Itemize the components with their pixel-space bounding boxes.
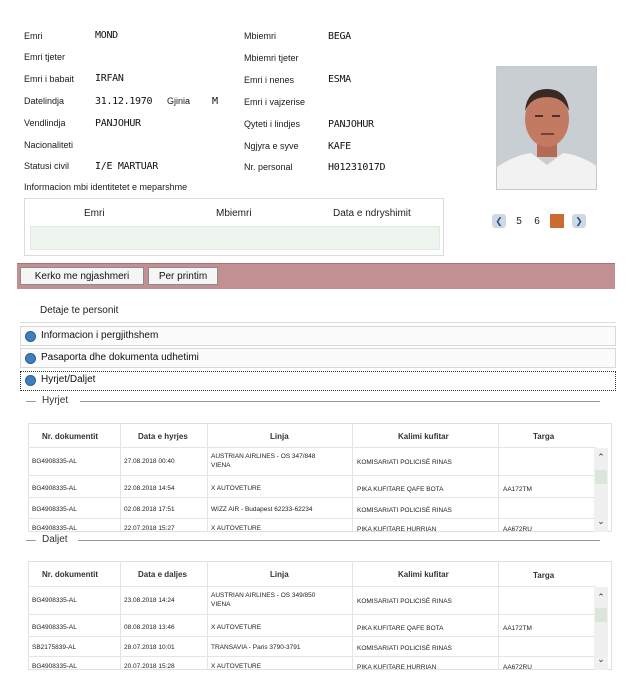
info-circle-icon [25, 375, 36, 386]
daljet-col-sep-2 [207, 562, 208, 670]
cell-doc: BG4908335-AL [32, 485, 77, 492]
info-circle-icon [25, 353, 36, 364]
chevron-left-icon: ❮ [495, 215, 503, 226]
hyrjet-header-doc[interactable]: Nr. dokumentit [42, 432, 99, 441]
cell-doc: BG4908335-AL [32, 663, 77, 669]
cell-plate: AA172TM [503, 625, 532, 632]
hyrjet-scroll-thumb[interactable] [595, 470, 607, 484]
label-gjinia: Gjinia [167, 96, 191, 106]
history-col-data: Data e ndryshimit [333, 208, 411, 219]
cell-date: 23.08.2018 14:24 [124, 597, 175, 604]
person-photo [496, 66, 597, 190]
cell-doc: BG4908335-AL [32, 624, 77, 631]
pager-page-5[interactable]: 5 [516, 215, 522, 227]
label-nr-personal: Nr. personal [244, 162, 293, 172]
search-similar-button[interactable]: Kerko me ngjashmeri [20, 267, 144, 285]
cell-line: WIZZ AIR - Budapest 62233-62234 [211, 506, 313, 513]
cell-plate: AA672RU [503, 526, 532, 531]
hyrjet-col-sep-1 [120, 424, 121, 532]
label-nacionaliteti: Nacionaliteti [24, 140, 74, 150]
accordion-entries-exits-label: Hyrjet/Daljet [41, 374, 96, 385]
daljet-header-plate[interactable]: Targa [533, 571, 555, 580]
cell-border: KOMISARIATI POLICISË RINAS [357, 507, 452, 514]
hyrjet-header-line[interactable]: Linja [270, 432, 289, 441]
daljet-header-line[interactable]: Linja [270, 570, 289, 579]
daljet-col-sep-1 [120, 562, 121, 670]
hyrjet-line-left [26, 401, 36, 402]
tab-person-details[interactable]: Detaje te personit [40, 305, 119, 316]
daljet-col-sep-4 [498, 562, 499, 670]
cell-border: PIKA KUFITARE QAFE BOTA [357, 625, 444, 632]
previous-identities-heading: Informacion mbi identitetet e meparshme [24, 182, 188, 192]
value-gjinia: M [212, 96, 218, 107]
cell-doc: BG4908335-AL [32, 525, 77, 531]
hyrjet-header-sep [28, 447, 596, 448]
value-emri-babait: IRFAN [95, 73, 124, 84]
chevron-down-icon[interactable]: ⌄ [597, 654, 605, 664]
hyrjet-header-plate[interactable]: Targa [533, 432, 555, 441]
daljet-header-border[interactable]: Kalimi kufitar [398, 570, 449, 579]
value-qyteti-lindjes: PANJOHUR [328, 119, 374, 130]
cell-doc: BG4908335-AL [32, 458, 77, 465]
label-datelindja: Datelindja [24, 96, 65, 106]
daljet-line-left [26, 540, 36, 541]
cell-date: 20.07.2018 15:28 [124, 663, 175, 669]
label-vendlindja: Vendlindja [24, 118, 66, 128]
table-row[interactable] [28, 519, 598, 531]
value-emri-nenes: ESMA [328, 74, 351, 85]
cell-date: 22.08.2018 14:54 [124, 485, 175, 492]
history-empty-row [30, 226, 440, 250]
value-vendlindja: PANJOHUR [95, 118, 141, 129]
print-button[interactable]: Per printim [148, 267, 218, 285]
cell-line: X AUTOVETURE [211, 663, 262, 669]
value-mbiemri: BEGA [328, 31, 351, 42]
value-statusi-civil: I/E MARTUAR [95, 161, 158, 172]
label-ngjyra-syve: Ngjyra e syve [244, 141, 299, 151]
cell-plate: AA672RU [503, 664, 532, 669]
history-col-emri: Emri [84, 208, 105, 219]
cell-doc: BG4908335-AL [32, 506, 77, 513]
label-statusi-civil: Statusi civil [24, 161, 70, 171]
label-emri-babait: Emri i babait [24, 74, 75, 84]
label-mbiemri: Mbiemri [244, 31, 277, 41]
cell-date: 27.08.2018 00:40 [124, 458, 175, 465]
value-nr-personal: H01231017D [328, 162, 386, 173]
pager-next-button[interactable] [572, 214, 586, 228]
hyrjet-col-sep-3 [352, 424, 353, 532]
chevron-right-icon: ❯ [575, 215, 583, 226]
pager-prev-button[interactable] [492, 214, 506, 228]
cell-line: X AUTOVETURE [211, 624, 262, 631]
row-sep [28, 636, 596, 637]
cell-date: 08.08.2018 13:46 [124, 624, 175, 631]
accordion-entries-exits[interactable] [20, 371, 616, 391]
cell-line: X AUTOVETURE [211, 525, 262, 531]
daljet-line-right [78, 540, 600, 541]
cell-line: X AUTOVETURE [211, 485, 262, 492]
hyrjet-header-date[interactable]: Data e hyrjes [138, 432, 188, 441]
hyrjet-header-border[interactable]: Kalimi kufitar [398, 432, 449, 441]
daljet-header-doc[interactable]: Nr. dokumentit [42, 570, 99, 579]
cell-line: TRANSAVIA - Paris 3790-3791 [211, 644, 301, 651]
cell-date: 22.07.2018 15:27 [124, 525, 175, 531]
cell-line: AUSTRIAN AIRLINES - OS 347/848 [211, 453, 316, 460]
cell-plate: AA172TM [503, 486, 532, 493]
label-emri-vajzerise: Emri i vajzerise [244, 97, 306, 107]
cell-border: PIKA KUFITARE HURRIAN [357, 526, 437, 531]
daljet-title: Daljet [42, 534, 68, 545]
row-sep [28, 614, 596, 615]
daljet-scroll-thumb[interactable] [595, 608, 607, 622]
accordion-passport-label: Pasaporta dhe dokumenta udhetimi [41, 352, 199, 363]
label-qyteti-lindjes: Qyteti i lindjes [244, 119, 301, 129]
cell-line: AUSTRIAN AIRLINES - OS 349/850 [211, 592, 316, 599]
daljet-col-sep-3 [352, 562, 353, 670]
hyrjet-line-right [80, 401, 600, 402]
chevron-up-icon[interactable]: ⌃ [597, 592, 605, 602]
label-emri-tjeter: Emri tjeter [24, 52, 66, 62]
cell-border: KOMISARIATI POLICISË RINAS [357, 459, 452, 466]
cell-border: PIKA KUFITARE HURRIAN [357, 664, 437, 669]
history-col-mbiemri: Mbiemri [216, 208, 252, 219]
row-sep [28, 475, 596, 476]
cell-border: KOMISARIATI POLICISË RINAS [357, 645, 452, 652]
pager-page-current[interactable]: 7 [550, 214, 564, 228]
cell-doc: BG4908335-AL [32, 597, 77, 604]
hyrjet-table [28, 423, 612, 532]
chevron-up-icon[interactable]: ⌃ [597, 452, 605, 462]
daljet-table [28, 561, 612, 670]
cell-border: PIKA KUFITARE QAFE BOTA [357, 486, 444, 493]
value-emri: MOND [95, 30, 118, 41]
hyrjet-col-sep-4 [498, 424, 499, 532]
label-emri: Emri [24, 31, 43, 41]
cell-border: KOMISARIATI POLICISË RINAS [357, 598, 452, 605]
pager-page-6[interactable]: 6 [534, 215, 540, 227]
info-circle-icon [25, 331, 36, 342]
daljet-header-sep [28, 586, 596, 587]
value-datelindja: 31.12.1970 [95, 96, 153, 107]
label-emri-nenes: Emri i nenes [244, 75, 295, 85]
hyrjet-col-sep-2 [207, 424, 208, 532]
cell-date: 02.08.2018 17:51 [124, 506, 175, 513]
chevron-down-icon[interactable]: ⌄ [597, 516, 605, 526]
hyrjet-title: Hyrjet [42, 395, 69, 406]
cell-line-2: VIENA [211, 601, 231, 608]
accordion-general-label: Informacion i pergjithshem [41, 330, 159, 341]
cell-date: 28.07.2018 10:01 [124, 644, 175, 651]
cell-doc: SB2175839-AL [32, 644, 77, 651]
value-ngjyra-syve: KAFE [328, 141, 351, 152]
row-sep [28, 497, 596, 498]
cell-line-2: VIENA [211, 462, 231, 469]
table-row[interactable] [28, 657, 598, 669]
label-mbiemri-tjeter: Mbiemri tjeter [244, 53, 299, 63]
daljet-header-date[interactable]: Data e daljes [138, 570, 187, 579]
